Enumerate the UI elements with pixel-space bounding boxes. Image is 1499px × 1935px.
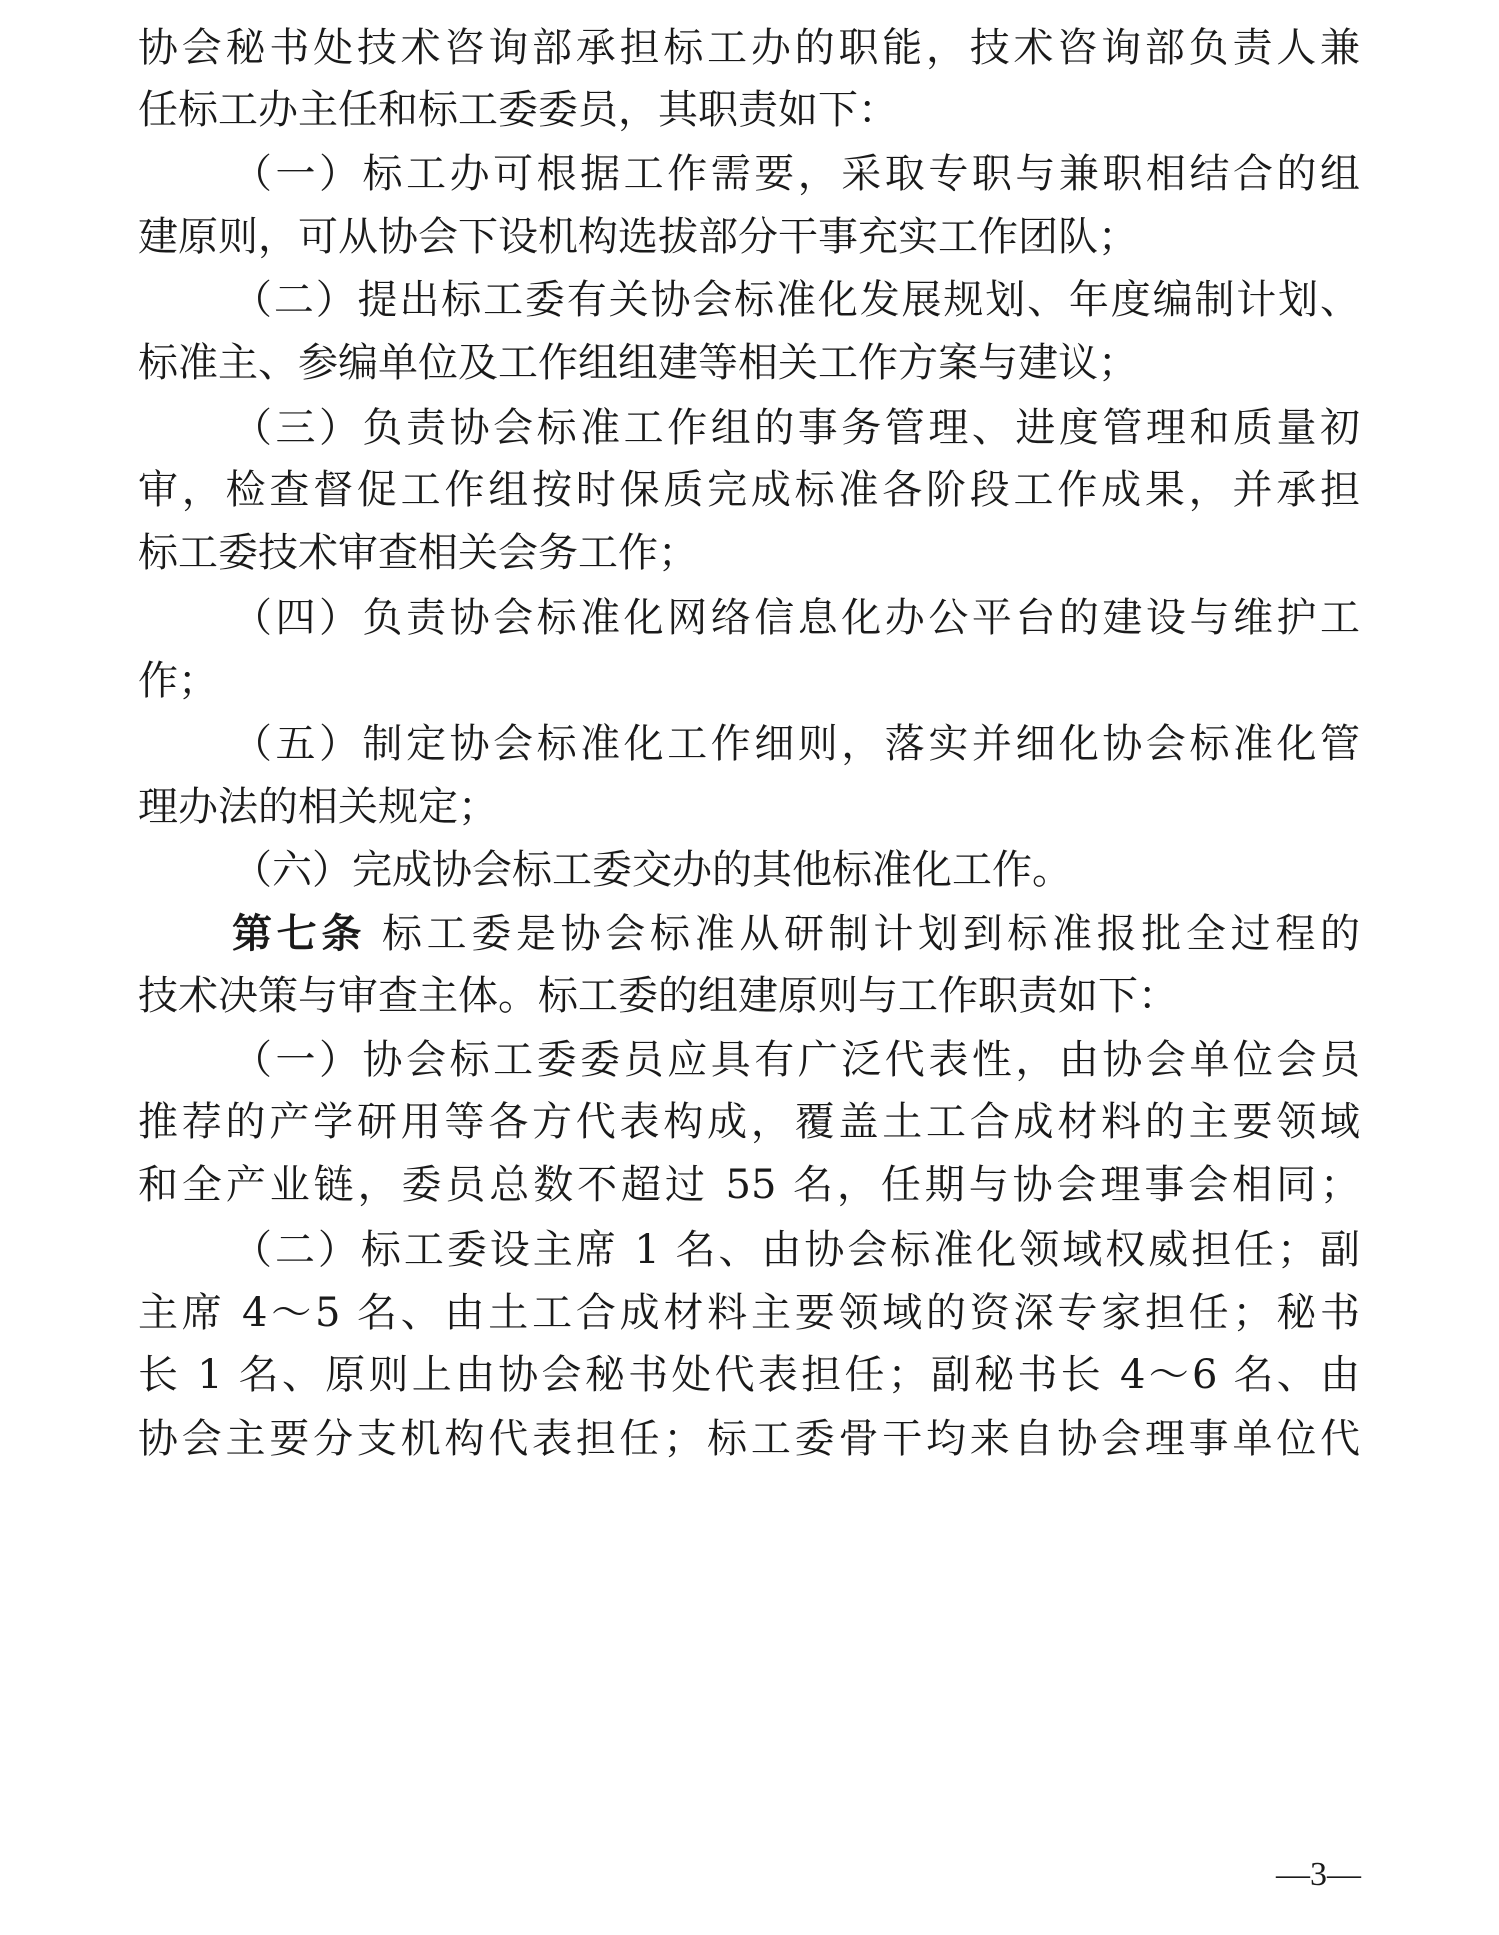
paragraph-line: （二）提出标工委有关协会标准化发展规划、年度编制计划、: [232, 277, 1360, 323]
paragraph-line: 任标工办主任和标工委委员，其职责如下：: [138, 87, 898, 133]
paragraph-line: 和全产业链，委员总数不超过 55 名，任期与协会理事会相同；: [138, 1162, 1360, 1208]
paragraph-line: 建原则，可从协会下设机构选拔部分干事充实工作团队；: [138, 214, 1138, 260]
paragraph-line: 作；: [138, 658, 218, 704]
page-number: —3—: [1276, 1856, 1361, 1893]
paragraph-line: 标准主、参编单位及工作组组建等相关工作方案与建议；: [138, 340, 1138, 386]
paragraph-line: 标工委技术审查相关会务工作；: [138, 530, 698, 576]
paragraph-line: 审，检查督促工作组按时保质完成标准各阶段工作成果，并承担: [138, 467, 1360, 513]
paragraph-line: 协会主要分支机构代表担任；标工委骨干均来自协会理事单位代: [138, 1416, 1360, 1462]
paragraph-line: （一）标工办可根据工作需要，采取专职与兼职相结合的组: [232, 151, 1360, 197]
paragraph-line: （三）负责协会标准工作组的事务管理、进度管理和质量初: [232, 405, 1360, 451]
paragraph-line: （二）标工委设主席 1 名、由协会标准化领域权威担任；副: [232, 1227, 1360, 1273]
paragraph-line: 长 1 名、原则上由协会秘书处代表担任；副秘书长 4～6 名、由: [138, 1352, 1360, 1398]
paragraph-line: 主席 4～5 名、由土工合成材料主要领域的资深专家担任；秘书: [138, 1290, 1360, 1336]
paragraph-line: （四）负责协会标准化网络信息化办公平台的建设与维护工: [232, 595, 1360, 641]
paragraph-line: （六）完成协会标工委交办的其他标准化工作。: [232, 847, 1072, 893]
paragraph-line: 理办法的相关规定；: [138, 784, 498, 830]
article-heading: 第七条: [232, 910, 366, 957]
article-text: 标工委是协会标准从研制计划到标准报批全过程的: [382, 911, 1360, 957]
paragraph-line: （五）制定协会标准化工作细则，落实并细化协会标准化管: [232, 721, 1360, 767]
article-line: [232, 906, 1360, 962]
paragraph-line: （一）协会标工委委员应具有广泛代表性，由协会单位会员: [232, 1037, 1360, 1083]
paragraph-line: 推荐的产学研用等各方代表构成，覆盖土工合成材料的主要领域: [138, 1099, 1360, 1145]
paragraph-line: 技术决策与审查主体。标工委的组建原则与工作职责如下：: [138, 973, 1178, 1019]
paragraph-line: 协会秘书处技术咨询部承担标工办的职能，技术咨询部负责人兼: [138, 25, 1360, 71]
